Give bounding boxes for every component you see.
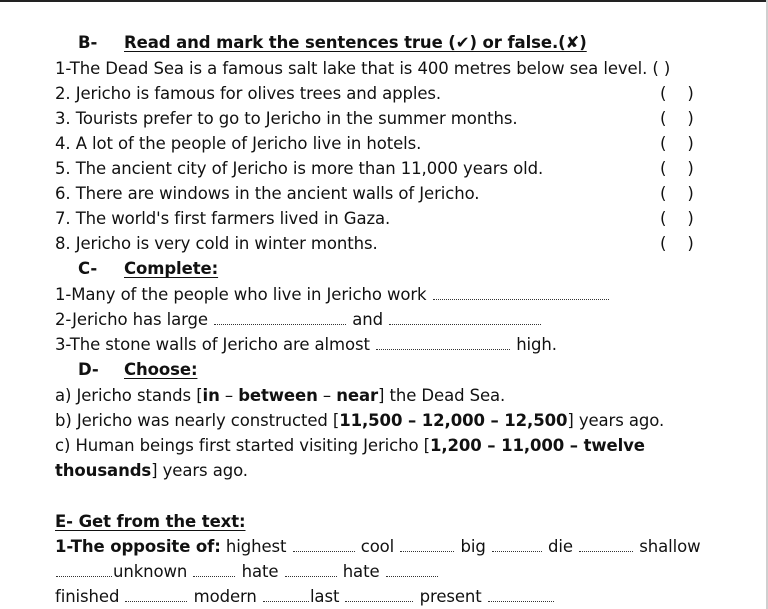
complete-text-2a: 2-Jericho has large: [55, 310, 208, 329]
statement-4: 4. A lot of the people of Jericho live in hotels.: [55, 134, 422, 153]
answer-box-6[interactable]: ( ): [660, 184, 694, 203]
word-modern: modern: [193, 587, 257, 606]
choose-b-options[interactable]: 11,500 – 12,000 – 12,500: [339, 411, 568, 430]
choose-b-suffix: ] years ago.: [567, 411, 665, 430]
page-top-border: [0, 0, 768, 2]
word-unknown: unknown: [113, 562, 188, 581]
word-highest: highest: [225, 537, 287, 556]
section-b-heading: [78, 32, 587, 54]
section-b-title: Read and mark the sentences true (✔) or false.(✘): [124, 33, 587, 52]
choose-a-sep-1: –: [219, 386, 239, 405]
statement-7: 7. The world's first farmers lived in Gaza.: [55, 209, 391, 228]
statement-1: 1-The Dead Sea is a famous salt lake that is 400 metres below sea level. ( ): [55, 59, 671, 78]
word-big: big: [460, 537, 486, 556]
section-b-label: B-: [78, 33, 98, 52]
choose-c-prefix: c) Human beings first started visiting Jericho [: [55, 436, 430, 455]
complete-line-2: [55, 309, 542, 331]
word-last: last: [309, 587, 340, 606]
blank-big[interactable]: [492, 537, 542, 552]
word-die: die: [548, 537, 573, 556]
word-finished: finished: [55, 587, 120, 606]
answer-box-2[interactable]: ( ): [660, 84, 694, 103]
complete-text-3b: high.: [516, 335, 557, 354]
blank-cool[interactable]: [400, 537, 454, 552]
word-shallow: shallow: [639, 537, 701, 556]
blank-shallow[interactable]: [56, 562, 112, 577]
blank-modern[interactable]: [263, 587, 309, 602]
blank-hate-1[interactable]: [285, 562, 337, 577]
section-d-label: D-: [78, 360, 99, 379]
complete-line-1: [55, 284, 610, 306]
section-e-title: E- Get from the text:: [55, 512, 246, 531]
blank-die[interactable]: [579, 537, 633, 552]
statement-5: 5. The ancient city of Jericho is more than 11,000 years old.: [55, 159, 544, 178]
complete-text-2b: and: [352, 310, 384, 329]
blank-3[interactable]: [376, 335, 510, 350]
choose-a-prefix: a) Jericho stands [: [55, 386, 203, 405]
blank-finished[interactable]: [125, 587, 187, 602]
answer-box-7[interactable]: ( ): [660, 209, 694, 228]
opposites-line-3: [55, 586, 555, 608]
statement-8: 8. Jericho is very cold in winter months.: [55, 234, 378, 253]
opposites-line-1: [55, 536, 701, 558]
blank-unknown[interactable]: [193, 562, 235, 577]
answer-box-3[interactable]: ( ): [660, 109, 694, 128]
opposites-line-2: [55, 561, 439, 583]
choose-a-suffix: ] the Dead Sea.: [378, 386, 506, 405]
choose-c-options[interactable]: 1,200 – 11,000 – twelve: [429, 436, 645, 455]
blank-highest[interactable]: [293, 537, 355, 552]
choose-a: [55, 385, 505, 407]
complete-text-3a: 3-The stone walls of Jericho are almost: [55, 335, 370, 354]
blank-present[interactable]: [488, 587, 554, 602]
word-present: present: [419, 587, 482, 606]
complete-text-1: 1-Many of the people who live in Jericho work: [55, 285, 427, 304]
word-hate-1: hate: [241, 562, 279, 581]
section-c-title: Complete:: [124, 259, 219, 278]
choose-a-option-2[interactable]: between: [238, 386, 318, 405]
choose-c: [55, 435, 645, 457]
choose-c-options-2[interactable]: thousands: [55, 461, 152, 480]
blank-2b[interactable]: [389, 310, 541, 325]
blank-hate-2[interactable]: [386, 562, 438, 577]
answer-box-4[interactable]: ( ): [660, 134, 694, 153]
statement-6: 6. There are windows in the ancient walls of Jericho.: [55, 184, 480, 203]
section-e-heading: [55, 511, 246, 533]
word-hate-2: hate: [342, 562, 380, 581]
complete-line-3: [55, 334, 557, 356]
choose-a-option-1[interactable]: in: [202, 386, 220, 405]
blank-1[interactable]: [433, 285, 609, 300]
answer-box-5[interactable]: ( ): [660, 159, 694, 178]
blank-2a[interactable]: [214, 310, 346, 325]
section-d-heading: [78, 359, 197, 381]
blank-last[interactable]: [345, 587, 413, 602]
section-c-heading: [78, 258, 218, 280]
section-d-title: Choose:: [124, 360, 198, 379]
choose-c-suffix: ] years ago.: [151, 461, 248, 480]
choose-c-continued: [55, 460, 248, 482]
choose-a-sep-2: –: [317, 386, 337, 405]
choose-a-option-3[interactable]: near: [336, 386, 379, 405]
section-c-label: C-: [78, 259, 98, 278]
choose-b-prefix: b) Jericho was nearly constructed [: [55, 411, 340, 430]
statement-3: 3. Tourists prefer to go to Jericho in the summer months.: [55, 109, 518, 128]
opposite-label: 1-The opposite of:: [55, 537, 221, 556]
answer-box-8[interactable]: ( ): [660, 234, 694, 253]
choose-b: [55, 410, 664, 432]
statement-2: 2. Jericho is famous for olives trees and apples.: [55, 84, 442, 103]
word-cool: cool: [360, 537, 395, 556]
